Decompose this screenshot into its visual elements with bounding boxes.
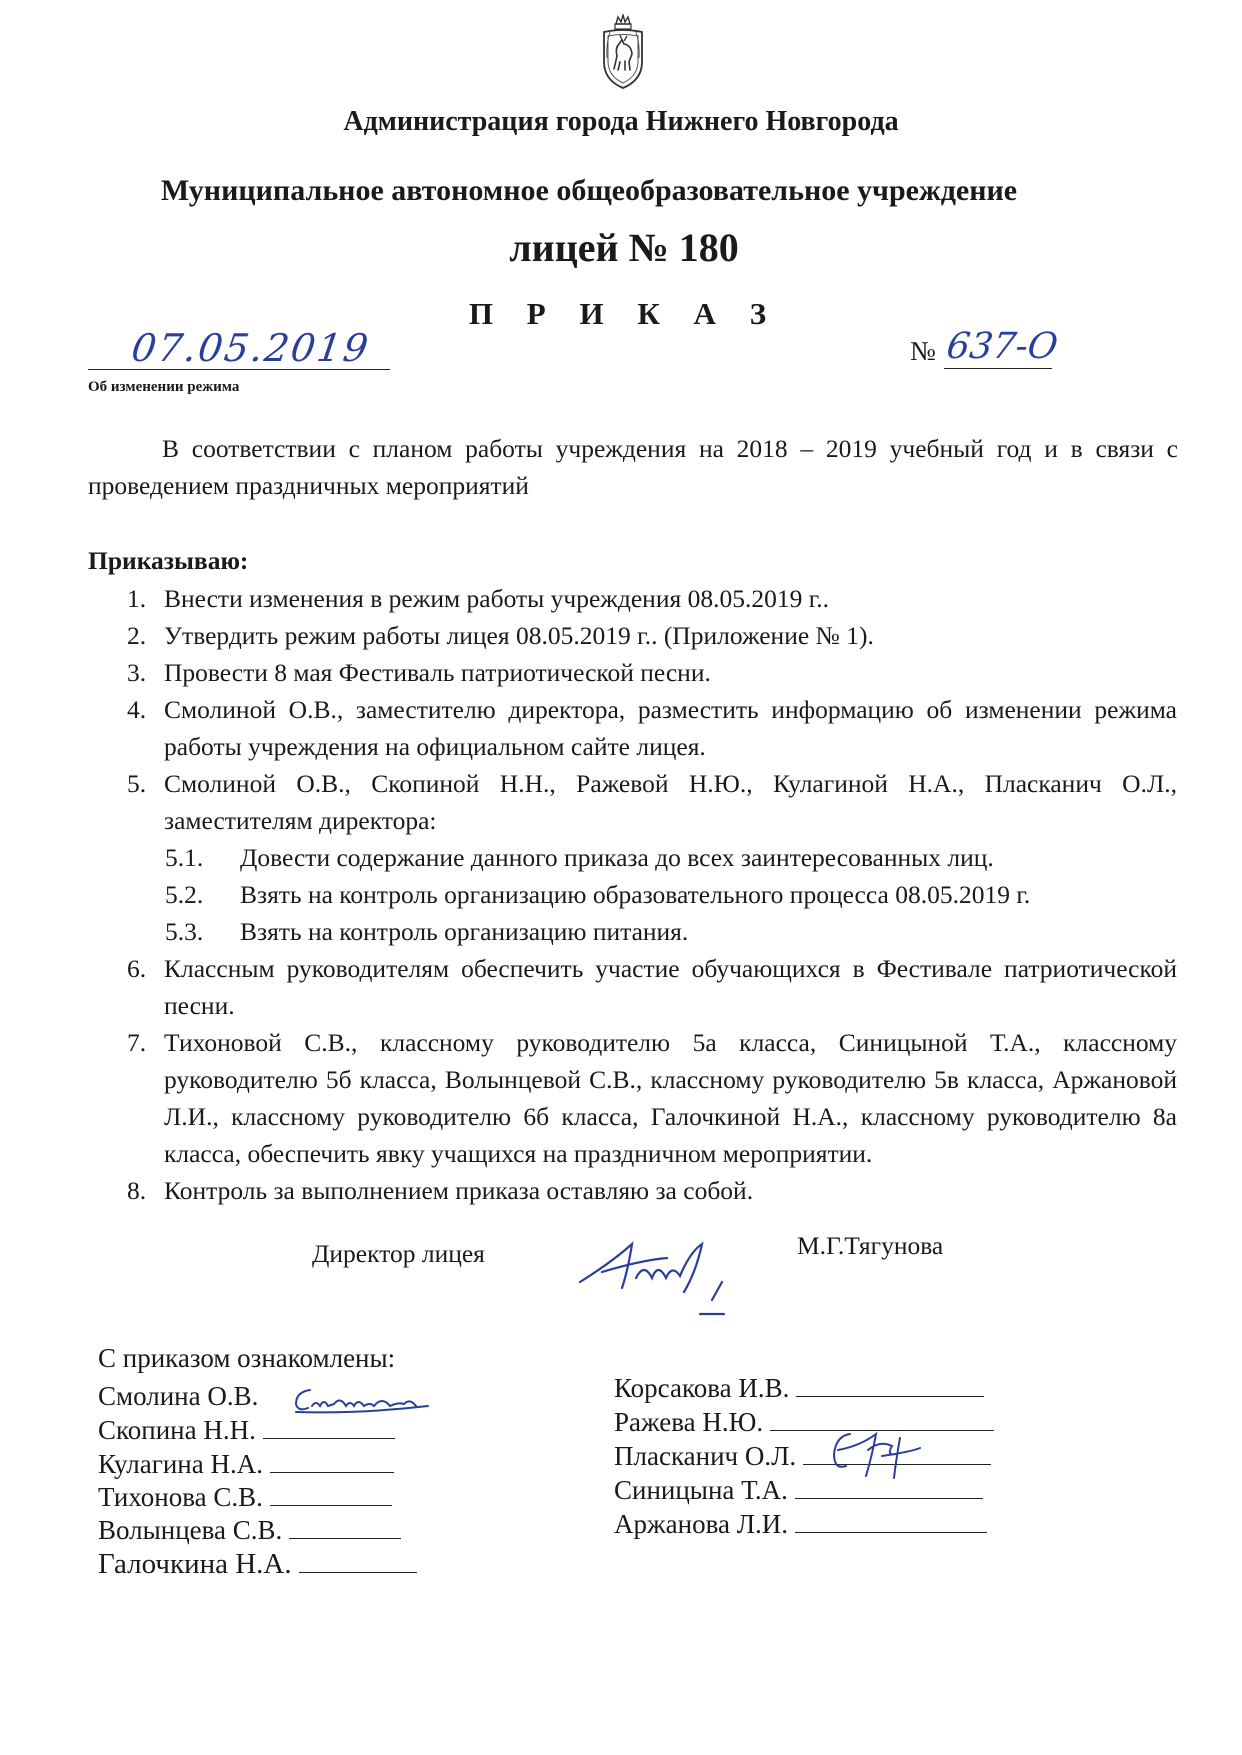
subitem-number: 5.2. [165, 880, 204, 909]
list-item [127, 765, 1177, 839]
administration-name: Администрация города Нижнего Новгорода [343, 106, 899, 137]
ack-name: Синицына Т.А. [614, 1475, 788, 1505]
list-item [127, 580, 1177, 617]
order-word: Приказываю: [88, 546, 249, 575]
ack-name: Галочкина Н.А. [98, 1548, 292, 1580]
city-coat-of-arms-emblem [598, 14, 648, 94]
school-name: Муниципальное автономное общеобразовательное учреждение [160, 174, 1018, 207]
date-underline [88, 369, 390, 370]
ack-entry [614, 1440, 991, 1472]
ack-name: Ражева Н.Ю. [614, 1407, 764, 1437]
item-number: 7. [127, 1028, 147, 1057]
director-signature [572, 1222, 752, 1322]
ack-entry [98, 1414, 395, 1446]
ack-name: Волынцева С.В. [98, 1515, 283, 1545]
item-text: Смолиной О.В., заместителю директора, разместить информацию об изменении режима работы учреждения на официальном сайте лицея. [164, 695, 1177, 761]
ack-name: Корсакова И.В. [614, 1373, 790, 1403]
ack-name: Аржанова Л.И. [614, 1509, 789, 1539]
item-number: 6. [127, 954, 147, 983]
item-text: Внести изменения в режим работы учреждения 08.05.2019 г.. [164, 584, 830, 613]
item-text: Классным руководителям обеспечить участие обучающихся в Фестивале патриотической песни. [164, 954, 1177, 1020]
item-number: 4. [127, 695, 147, 724]
item-text: Утвердить режим работы лицея 08.05.2019 г.. (Приложение № 1). [164, 621, 874, 650]
item-number: 5. [127, 769, 147, 798]
item-number: 8. [127, 1176, 147, 1205]
list-item [127, 654, 1177, 691]
signature-line [299, 1548, 417, 1573]
item-number: 1. [127, 584, 147, 613]
intro-paragraph: В соответствии с планом работы учреждения на 2018 – 2019 учебный год и в связи с проведением праздничных мероприятий [88, 434, 1178, 500]
item-text: Контроль за выполнением приказа оставляю за собой. [164, 1176, 754, 1205]
ack-name: Пласканич О.Л. [614, 1441, 797, 1471]
lyceum-name: лицей № 180 [509, 225, 739, 270]
list-item [127, 617, 1177, 654]
subitem-text: Взять на контроль организацию образовательного процесса 08.05.2019 г. [240, 880, 1031, 909]
signature-line [270, 1481, 392, 1506]
director-position: Директор лицея [312, 1239, 485, 1268]
number-underline [944, 368, 1052, 369]
director-name: М.Г.Тягунова [797, 1231, 944, 1260]
ack-name: Скопина Н.Н. [98, 1415, 256, 1445]
item-text: Провести 8 мая Фестиваль патриотической песни. [164, 658, 711, 687]
sub-list-item [165, 913, 1175, 950]
order-date: 07.05.2019 [128, 326, 373, 370]
item-text: Смолиной О.В., Скопиной Н.Н., Ражевой Н.Ю., Кулагиной Н.А., Пласканич О.Л., заместителям директора: [164, 769, 1177, 835]
ack-signature [288, 1378, 438, 1418]
list-item [127, 950, 1177, 1024]
ack-name: Кулагина Н.А. [98, 1449, 263, 1479]
item-number: 2. [127, 621, 147, 650]
order-number: 637-О [944, 326, 1061, 367]
ack-entry [614, 1474, 983, 1506]
acknowledgement-title: С приказом ознакомлены: [98, 1343, 396, 1373]
ack-name: Смолина О.В. [98, 1381, 259, 1411]
sub-list-item [165, 839, 1175, 876]
subitem-text: Довести содержание данного приказа до всех заинтересованных лиц. [240, 843, 994, 872]
signature-line [796, 1372, 984, 1397]
ack-entry [98, 1448, 394, 1480]
ack-entry [98, 1381, 258, 1412]
ack-entry [98, 1548, 417, 1581]
signature-line [795, 1508, 987, 1533]
list-item [127, 1024, 1177, 1172]
signature-line [263, 1414, 395, 1439]
ack-name: Тихонова С.В. [98, 1482, 263, 1512]
signature-line [795, 1474, 983, 1499]
item-number: 3. [127, 658, 147, 687]
ack-entry [614, 1508, 987, 1540]
ack-entry [98, 1514, 401, 1546]
sub-list-item [165, 876, 1175, 913]
list-item [127, 1172, 1177, 1209]
subitem-number: 5.1. [165, 843, 204, 872]
document-type-title: П Р И К А З [468, 296, 780, 331]
signature-line [270, 1448, 394, 1473]
item-text: Тихоновой С.В., классному руководителю 5а класса, Синицыной Т.А., классному руководителю 5б класса, Волынцевой С.В., классному руководителю 5в класса, Аржановой Л.И., классному руководителю 6б класса, Галочкиной Н.А., классному руководителю 8а класса, обеспечить явку учащихся на праздничном мероприятии. [164, 1028, 1177, 1168]
ack-entry [98, 1481, 392, 1513]
signature-line [289, 1514, 401, 1539]
order-number-sign: № [910, 336, 936, 366]
ack-entry [614, 1372, 984, 1404]
ack-entry [614, 1406, 994, 1438]
list-item [127, 691, 1177, 765]
subitem-text: Взять на контроль организацию питания. [240, 917, 689, 946]
subitem-number: 5.3. [165, 917, 204, 946]
order-subject: Об изменении режима [88, 379, 240, 395]
